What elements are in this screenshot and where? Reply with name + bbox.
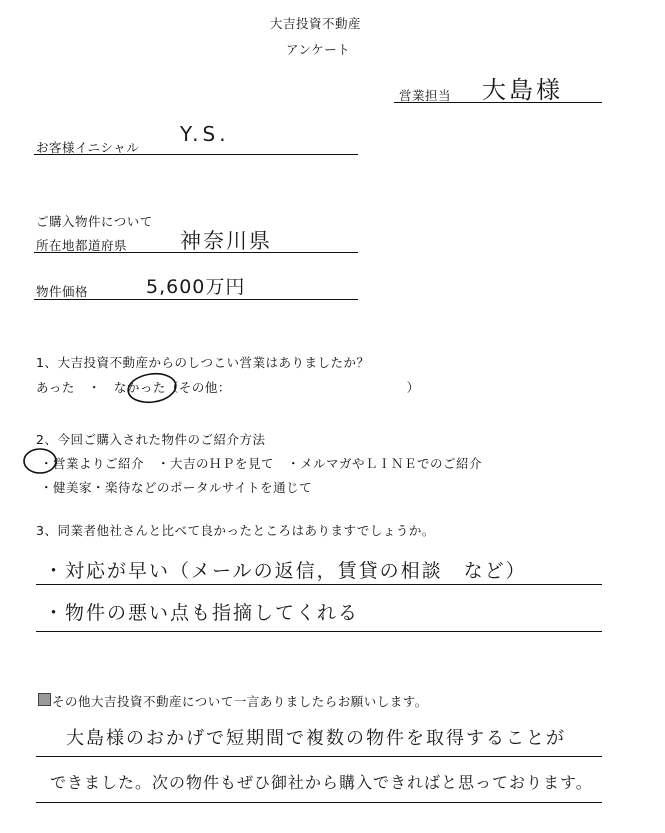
q4-answer-1: 大島様のおかげで短期間で複数の物件を取得することが [66, 728, 566, 749]
q1-question: 1、大吉投資不動産からのしつこい営業はありましたか？ [36, 355, 370, 370]
q4-answer-2-underline [36, 802, 602, 803]
location-label: 所在地都道府県 [36, 238, 128, 253]
staff-underline [394, 102, 602, 103]
price-value: 5,600万円 [146, 276, 246, 298]
q3-answer-2: ・物件の悪い点も指摘してくれる [44, 602, 360, 624]
document-title: アンケート [286, 42, 351, 57]
q2-options-line1: ・営業よりご紹介 ・大吉のＨＰを見て ・メルマガやＬＩＮＥでのご紹介 [40, 456, 483, 471]
q4-marker-icon [38, 693, 51, 706]
staff-value: 大島様 [482, 76, 563, 104]
q4-answer-1-underline [36, 756, 602, 757]
price-underline [34, 299, 358, 300]
q4-question: その他大吉投資不動産について一言ありましたらお願いします。 [52, 694, 428, 709]
q4-answer-2: できました。次の物件もぜひ御社から購入できればと思っております。 [50, 773, 593, 792]
q2-answer-circle [20, 444, 60, 478]
customer-initial-value: Y.S. [180, 122, 230, 146]
customer-initial-underline [34, 154, 358, 155]
property-intro: ご購入物件について [36, 214, 153, 229]
price-label: 物件価格 [36, 284, 89, 299]
q3-answer-2-underline [36, 631, 602, 632]
q3-answer-1-underline [36, 584, 602, 585]
q1-options: あった ・ なかった（その他： ） [36, 380, 420, 395]
location-value: 神奈川県 [180, 229, 272, 253]
customer-initial-label: お客様イニシャル [36, 140, 140, 155]
q3-question: 3、同業者他社さんと比べて良かったところはありますでしょうか。 [36, 523, 435, 538]
q3-answer-1: ・対応が早い（メールの返信，賃貸の相談 など） [44, 560, 527, 582]
q1-answer-circle [124, 368, 180, 408]
q2-options-line2: ・健美家・楽待などのポータルサイトを通じて [40, 480, 313, 495]
staff-label: 営業担当 [399, 88, 452, 103]
company-name: 大吉投資不動産 [270, 16, 362, 31]
q2-question: 2、今回ご購入された物件のご紹介方法 [36, 432, 266, 447]
location-underline [34, 252, 358, 253]
